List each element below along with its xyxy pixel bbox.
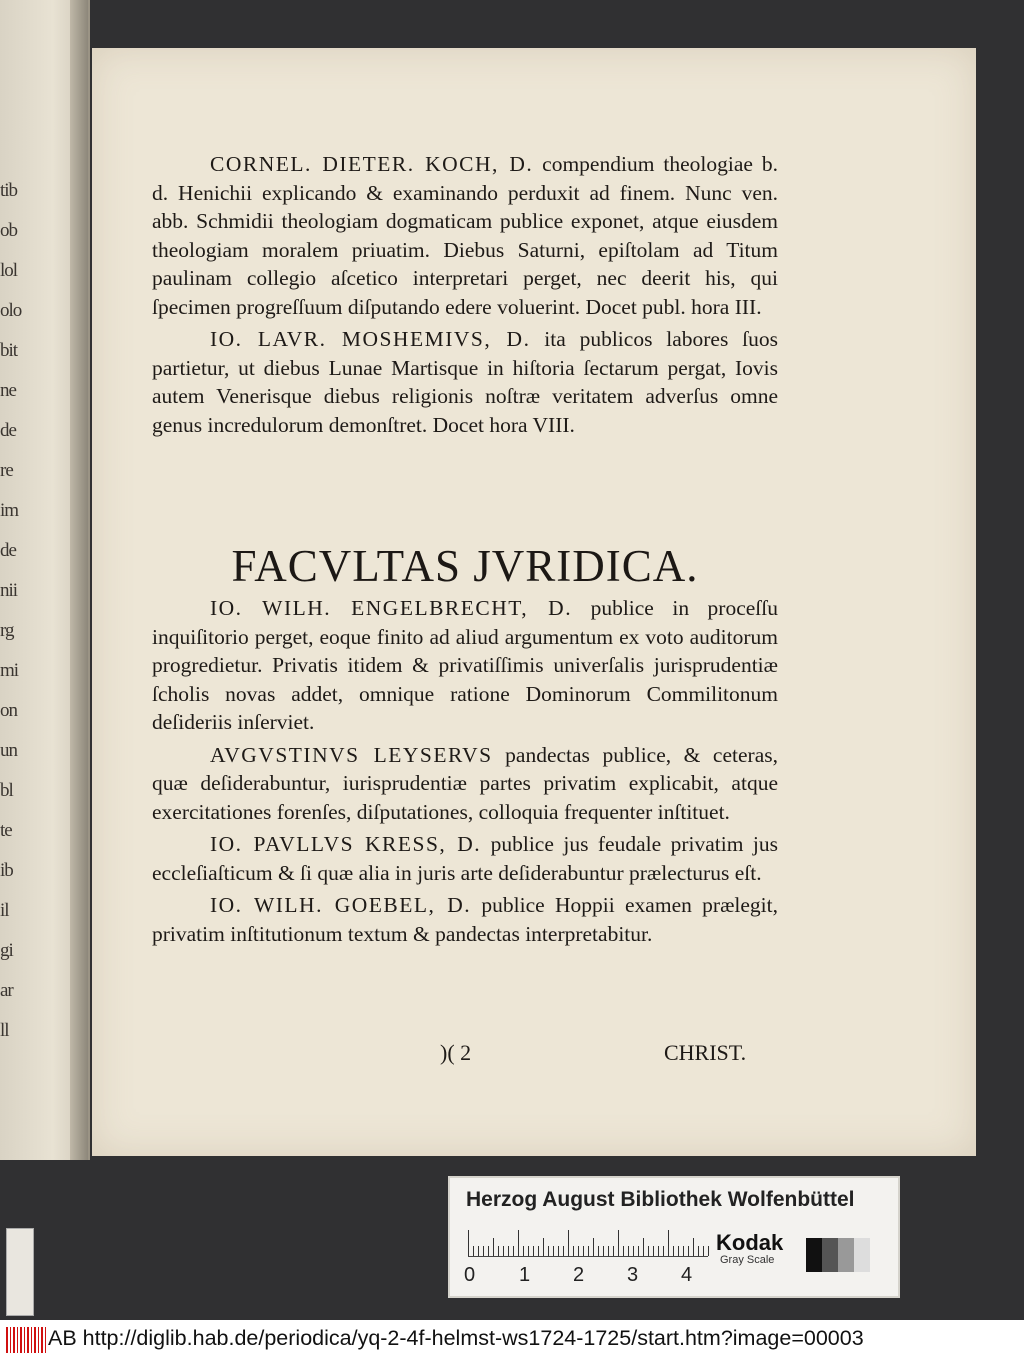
scale-ruler bbox=[468, 1228, 708, 1257]
previous-page-edge bbox=[0, 0, 90, 1160]
ruler-tick bbox=[518, 1230, 519, 1256]
ruler-tick bbox=[583, 1246, 584, 1256]
prev-page-fragment: gi bbox=[0, 940, 13, 961]
ruler-tick bbox=[603, 1246, 604, 1256]
paragraph-kress: IO. PAVLLVS KRESS, D. publice jus feudale privatim jus eccleſiaſticum & ſi quæ alia in juris arte deſiderabuntur prælecturus eſt. bbox=[152, 832, 778, 885]
prev-page-fragment: ib bbox=[0, 860, 13, 881]
ruler-tick bbox=[688, 1246, 689, 1256]
ruler-tick bbox=[628, 1246, 629, 1256]
ruler-tick bbox=[558, 1246, 559, 1256]
ruler-tick bbox=[528, 1246, 529, 1256]
ruler-tick bbox=[533, 1246, 534, 1256]
ruler-tick bbox=[708, 1246, 709, 1256]
ruler-tick bbox=[703, 1246, 704, 1256]
signature-mark: )( 2 bbox=[440, 1040, 472, 1065]
ruler-tick bbox=[633, 1246, 634, 1256]
ruler-tick bbox=[658, 1246, 659, 1256]
url-text[interactable]: AB http://diglib.hab.de/periodica/yq-2-4f-helmst-ws1724-1725/start.htm?image=00003 bbox=[48, 1326, 864, 1350]
ruler-tick bbox=[678, 1246, 679, 1256]
url-footer bbox=[0, 1320, 1024, 1360]
paragraph-goebel: IO. WILH. GOEBEL, D. publice Hoppii examen prælegit, privatim inſtitutionum textum & pandectas interpretabitur. bbox=[152, 893, 778, 946]
ruler-tick bbox=[648, 1246, 649, 1256]
prev-page-fragment: im bbox=[0, 500, 19, 521]
ruler-tick bbox=[563, 1246, 564, 1256]
ruler-tick bbox=[638, 1246, 639, 1256]
ruler-tick bbox=[543, 1238, 544, 1256]
prev-page-fragment: il bbox=[0, 900, 9, 921]
prev-page-fragment: olo bbox=[0, 300, 22, 321]
ruler-tick bbox=[668, 1230, 669, 1256]
ruler-tick bbox=[683, 1246, 684, 1256]
prev-page-fragment: ar bbox=[0, 980, 13, 1001]
ruler-tick bbox=[573, 1246, 574, 1256]
ruler-tick bbox=[478, 1246, 479, 1256]
gray-patch bbox=[838, 1238, 854, 1272]
text-block-theology bbox=[152, 150, 778, 443]
prev-page-fragment: ne bbox=[0, 380, 16, 401]
page-gutter bbox=[70, 0, 88, 1160]
prev-page-fragment: re bbox=[0, 460, 13, 481]
ruler-tick bbox=[653, 1246, 654, 1256]
ruler-tick bbox=[598, 1246, 599, 1256]
ruler-label: 4 bbox=[681, 1264, 693, 1286]
ruler-tick bbox=[473, 1246, 474, 1256]
paragraph-leyserus: AVGVSTINVS LEYSERVS pandectas publice, & ceteras, quæ deſiderabuntur, iurisprudentiæ partes privatim explicabit, atque exercitationes forenſes, diſputationes, colloquia frequenter inſtituet. bbox=[152, 742, 778, 824]
ruler-tick bbox=[643, 1238, 644, 1256]
prev-page-fragment: bl bbox=[0, 780, 13, 801]
prev-page-fragment: bit bbox=[0, 340, 18, 361]
ruler-tick bbox=[503, 1246, 504, 1256]
prev-page-fragment: ob bbox=[0, 220, 17, 241]
gray-patch bbox=[854, 1238, 870, 1272]
section-title: FACVLTAS JVRIDICA. bbox=[231, 541, 699, 591]
prev-page-fragment: nii bbox=[0, 580, 18, 601]
gray-patch bbox=[822, 1238, 838, 1272]
paragraph-moshemius: IO. LAVR. MOSHEMIVS, D. ita publicos labores ſuos partietur, ut diebus Lunae Martisque in hiſtoria ſectarum pergat, Iovis autem Venerisque diebus religionis noſtræ veritatem adverſus omne genus incredulorum demonſtret. Docet hora VIII. bbox=[152, 327, 778, 437]
prev-page-fragment: lol bbox=[0, 260, 18, 281]
ruler-tick bbox=[578, 1246, 579, 1256]
ruler-tick bbox=[493, 1238, 494, 1256]
text-block-juridica bbox=[152, 594, 778, 952]
ruler-tick bbox=[593, 1238, 594, 1256]
prev-page-fragment: de bbox=[0, 540, 16, 561]
ruler-tick bbox=[673, 1246, 674, 1256]
ruler-tick bbox=[498, 1246, 499, 1256]
prev-page-fragment: on bbox=[0, 700, 17, 721]
kodak-logo: Kodak bbox=[716, 1230, 784, 1255]
library-name: Herzog August Bibliothek Wolfenbüttel bbox=[466, 1188, 855, 1211]
barcode-icon bbox=[6, 1327, 46, 1353]
ruler-tick bbox=[538, 1246, 539, 1256]
ruler-tick bbox=[523, 1246, 524, 1256]
ruler-tick bbox=[548, 1246, 549, 1256]
gray-scale-label: Gray Scale bbox=[720, 1254, 775, 1266]
library-color-card bbox=[448, 1176, 900, 1298]
ruler-tick bbox=[618, 1230, 619, 1256]
prev-page-fragment: te bbox=[0, 820, 12, 841]
prev-page-fragment: de bbox=[0, 420, 16, 441]
ruler-tick bbox=[623, 1246, 624, 1256]
prev-page-fragment: tib bbox=[0, 180, 18, 201]
prev-page-fragment: ll bbox=[0, 1020, 9, 1041]
paragraph-koch: CORNEL. DIETER. KOCH, D. compendium theologiae b. d. Henichii explicando & examinando perduxit ad finem. Nunc ven. abb. Schmidii theologiam dogmaticam publice exponet, atque eiusdem theologiam moralem priuatim. Diebus Saturni, epiſtolam ad Titum paulinam collegio aſcetico interpretari perget, nec deerit his, qui ſpecimen progreſſuum diſputando edere voluerint. Docet publ. hora III. bbox=[152, 152, 778, 319]
catchword: CHRIST. bbox=[664, 1040, 747, 1065]
ruler-tick bbox=[613, 1246, 614, 1256]
ruler-tick bbox=[698, 1246, 699, 1256]
ruler-tick bbox=[693, 1238, 694, 1256]
ruler-tick bbox=[483, 1246, 484, 1256]
prev-page-fragment: mi bbox=[0, 660, 19, 681]
ruler-tick bbox=[553, 1246, 554, 1256]
paragraph-engelbrecht: IO. WILH. ENGELBRECHT, D. publice in proceſſu inquiſitorio perget, eoque finito ad aliud argumentum ex voto auditorum progredietur. Privatis itidem & privatiſſimis univerſalis jurisprudentiæ ſcholis novas addet, omnique ratione Dominorum Commilitonum deſideriis inſerviet. bbox=[152, 596, 778, 734]
ruler-tick bbox=[663, 1246, 664, 1256]
ruler-tick bbox=[513, 1246, 514, 1256]
ruler-label: 2 bbox=[573, 1264, 585, 1286]
ruler-label: 3 bbox=[627, 1264, 639, 1286]
ruler-label: 1 bbox=[519, 1264, 531, 1286]
ruler-tick bbox=[508, 1246, 509, 1256]
ruler-tick bbox=[568, 1230, 569, 1256]
shelf-label bbox=[6, 1228, 34, 1316]
ruler-tick bbox=[608, 1246, 609, 1256]
ruler-label: 0 bbox=[464, 1264, 476, 1286]
ruler-tick bbox=[468, 1230, 469, 1256]
ruler-tick bbox=[488, 1246, 489, 1256]
prev-page-fragment: un bbox=[0, 740, 17, 761]
gray-patch bbox=[806, 1238, 822, 1272]
prev-page-fragment: rg bbox=[0, 620, 14, 641]
ruler-tick bbox=[588, 1246, 589, 1256]
